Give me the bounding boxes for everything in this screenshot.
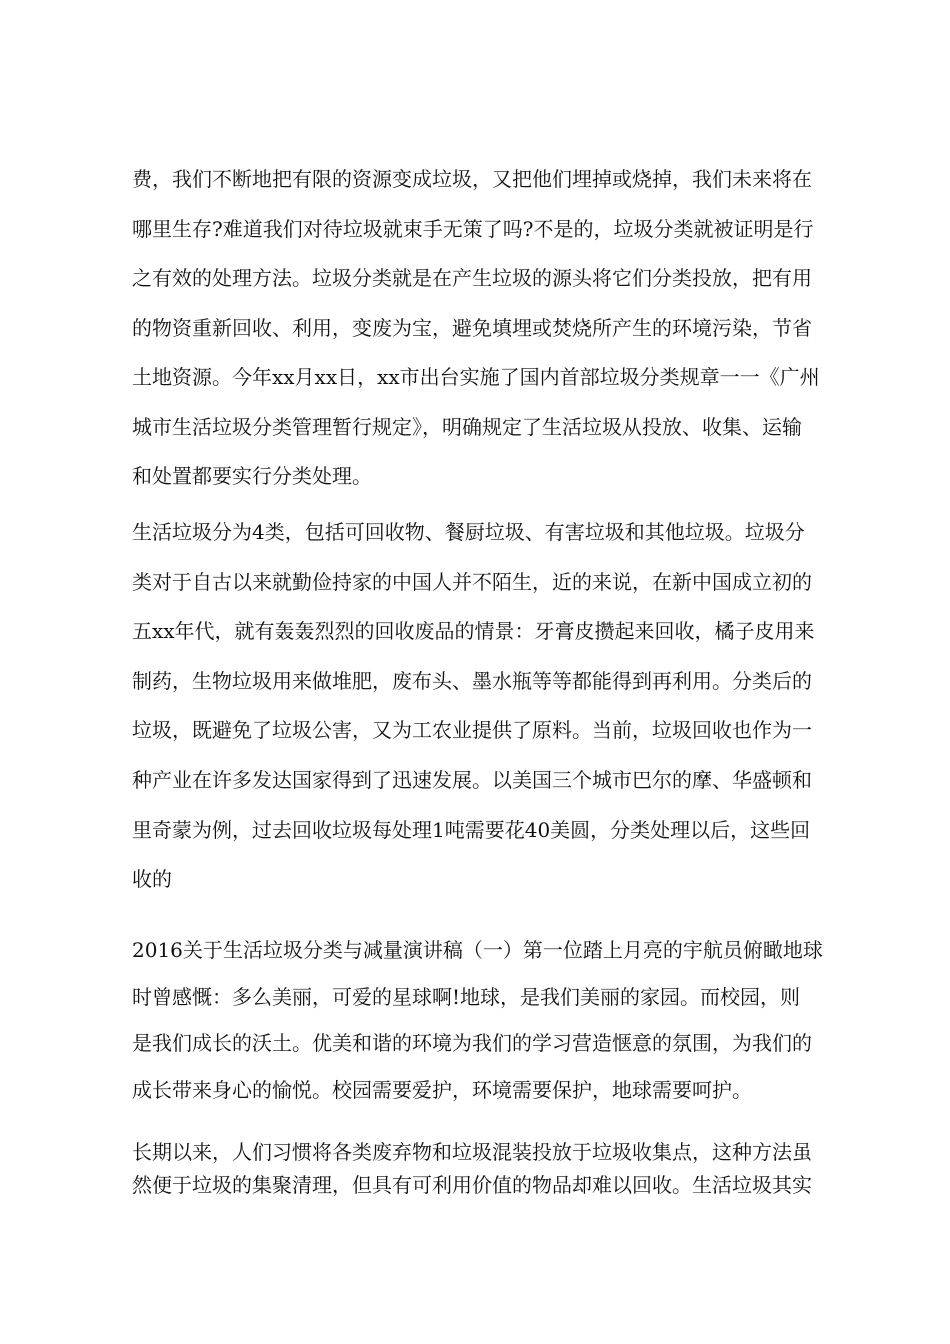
text-line: 时曾感慨：多么美丽，可爱的星球啊!地球，是我们美丽的家园。而校园，则: [132, 984, 801, 1009]
text-line: 费，我们不断地把有限的资源变成垃圾，又把他们埋掉或烧掉，我们未来将在: [132, 167, 812, 191]
text-line: 的物资重新回收、利用，变废为宝，避免填埋或焚烧所产生的环境污染，节省: [132, 315, 812, 340]
text-line: 类对于自古以来就勤俭持家的中国人并不陌生，近的来说，在新中国成立初的: [132, 569, 812, 594]
text-line: 是我们成长的沃土。优美和谐的环境为我们的学习营造惬意的氛围，为我们的: [132, 1031, 812, 1055]
text-line: 制药，生物垃圾用来做堆肥，废布头、墨水瓶等等都能得到再利用。分类后的: [132, 668, 812, 693]
text-line: 之有效的处理方法。垃圾分类就是在产生垃圾的源头将它们分类投放，把有用: [132, 266, 812, 290]
text-line: 垃圾，既避免了垃圾公害，又为工农业提供了原料。当前，垃圾回收也作为一: [132, 718, 812, 743]
text-line: 长期以来，人们习惯将各类废弃物和垃圾混装投放于垃圾收集点，这种方法虽: [132, 1140, 812, 1164]
text-line: 2016关于生活垃圾分类与减量演讲稿（一）第一位踏上月亮的宇航员俯瞰地球: [132, 938, 823, 962]
text-line: 城市生活垃圾分类管理暂行规定》，明确规定了生活垃圾从投放、收集、运输: [132, 414, 802, 439]
paragraph-4: [132, 1136, 832, 1202]
text-line: 哪里生存?难道我们对待垃圾就束手无策了吗?不是的，垃圾分类就被证明是行: [132, 216, 814, 241]
text-line: 五xx年代，就有轰轰烈烈的回收废品的情景：牙膏皮攒起来回收，橘子皮用来: [132, 619, 815, 644]
text-line: 种产业在许多发达国家得到了迅速发展。以美国三个城市巴尔的摩、华盛顿和: [132, 767, 812, 792]
text-line: 生活垃圾分为4类，包括可回收物、餐厨垃圾、有害垃圾和其他垃圾。垃圾分: [132, 520, 805, 544]
text-line: 然便于垃圾的集聚清理，但具有可利用价值的物品却难以回收。生活垃圾其实: [132, 1173, 812, 1197]
text-line: 里奇蒙为例，过去回收垃圾每处理1吨需要花40美圆，分类处理以后，这些回: [132, 817, 811, 842]
text-line: 和处置都要实行分类处理。: [132, 464, 372, 488]
paragraph-2: [132, 508, 832, 905]
paragraph-3: [132, 927, 832, 1113]
text-line: 成长带来身心的愉悦。校园需要爱护，环境需要保护，地球需要呵护。: [132, 1077, 752, 1102]
text-line: 土地资源。今年xx月xx日，xx市出台实施了国内首部垃圾分类规章一一《广州: [132, 365, 820, 389]
text-line: 收的: [132, 867, 172, 892]
paragraph-1: [132, 155, 832, 502]
